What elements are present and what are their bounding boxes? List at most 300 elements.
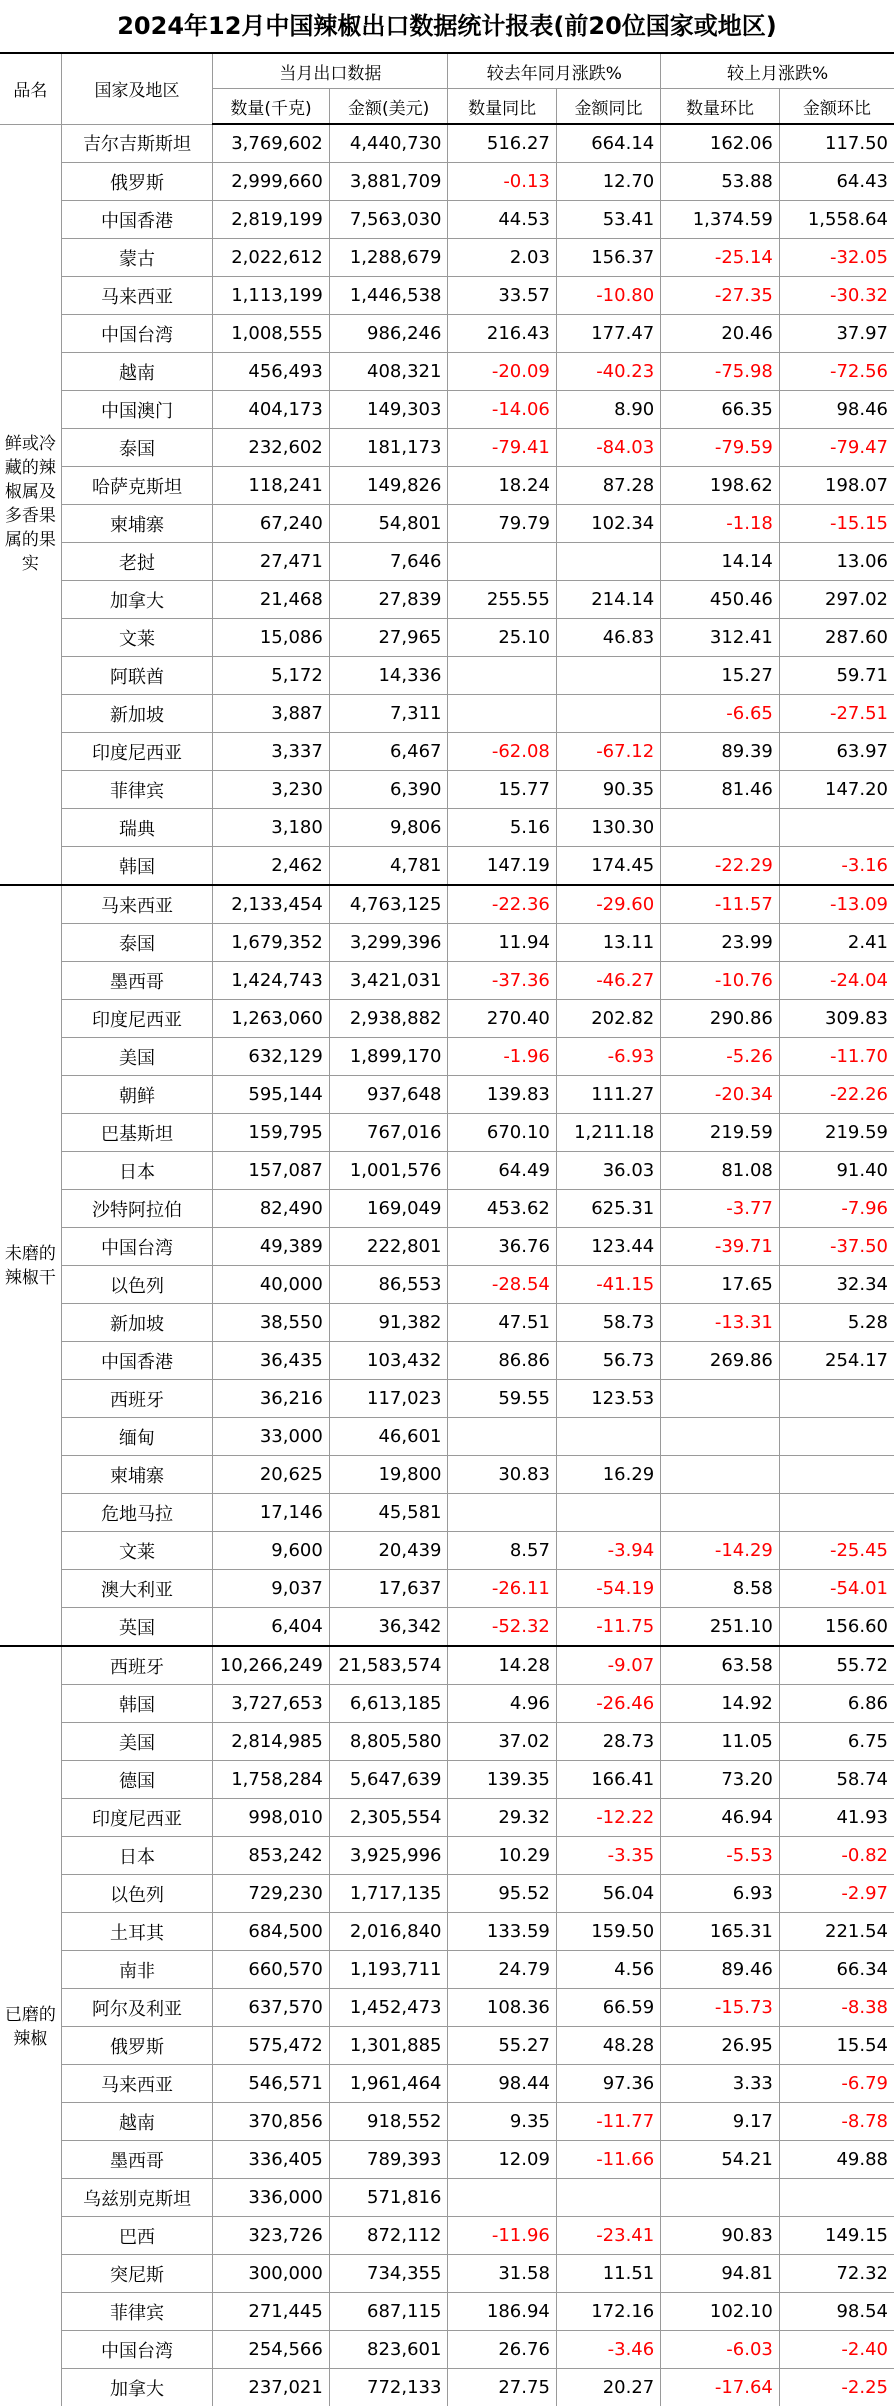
amount-cell: 169,049 [329,1190,448,1228]
quantity-cell: 27,471 [213,543,330,581]
table-row [0,2027,894,2065]
qty-yoy-cell [448,543,556,581]
country-cell: 阿联酋 [61,657,212,695]
qty-yoy-cell: -14.06 [448,391,556,429]
export-data-table [0,54,894,2406]
amount-cell: 986,246 [329,315,448,353]
amt-mom-cell: 66.34 [779,1951,894,1989]
qty-mom-cell: 219.59 [661,1114,780,1152]
table-row [0,201,894,239]
table-row [0,1152,894,1190]
table-row [0,1723,894,1761]
qty-mom-cell [661,809,780,847]
qty-yoy-cell: 108.36 [448,1989,556,2027]
quantity-cell: 2,814,985 [213,1723,330,1761]
amt-yoy-cell: -46.27 [556,962,660,1000]
amt-mom-cell: -2.40 [779,2331,894,2369]
amount-cell: 17,637 [329,1570,448,1608]
amt-mom-cell: 37.97 [779,315,894,353]
country-cell: 印度尼西亚 [61,1000,212,1038]
header-quantity: 数量(千克) [213,89,330,125]
table-row [0,1875,894,1913]
amount-cell: 3,925,996 [329,1837,448,1875]
table-row [0,2331,894,2369]
qty-yoy-cell: -79.41 [448,429,556,467]
amount-cell: 1,899,170 [329,1038,448,1076]
amt-yoy-cell: 20.27 [556,2369,660,2406]
quantity-cell: 1,113,199 [213,277,330,315]
country-cell: 巴西 [61,2217,212,2255]
amount-cell: 734,355 [329,2255,448,2293]
country-cell: 柬埔寨 [61,1456,212,1494]
qty-yoy-cell: 25.10 [448,619,556,657]
header-mom: 较上月涨跌% [661,54,894,89]
amount-cell: 7,311 [329,695,448,733]
amt-yoy-cell: 214.14 [556,581,660,619]
amount-cell: 222,801 [329,1228,448,1266]
amt-mom-cell: -30.32 [779,277,894,315]
qty-yoy-cell: 30.83 [448,1456,556,1494]
amt-yoy-cell: -41.15 [556,1266,660,1304]
quantity-cell: 1,424,743 [213,962,330,1000]
amt-yoy-cell: -10.80 [556,277,660,315]
table-row [0,771,894,809]
qty-mom-cell: -15.73 [661,1989,780,2027]
quantity-cell: 660,570 [213,1951,330,1989]
table-row [0,1761,894,1799]
amt-mom-cell: 59.71 [779,657,894,695]
amt-yoy-cell: 159.50 [556,1913,660,1951]
qty-mom-cell: 312.41 [661,619,780,657]
qty-yoy-cell: 37.02 [448,1723,556,1761]
amt-yoy-cell: -26.46 [556,1685,660,1723]
quantity-cell: 3,337 [213,733,330,771]
amt-mom-cell: 6.75 [779,1723,894,1761]
table-body [0,124,894,2406]
quantity-cell: 232,602 [213,429,330,467]
qty-yoy-cell: -37.36 [448,962,556,1000]
amt-yoy-cell: -3.94 [556,1532,660,1570]
report-title: 2024年12月中国辣椒出口数据统计报表(前20位国家或地区) [0,0,894,54]
amt-yoy-cell: 87.28 [556,467,660,505]
qty-mom-cell: 6.93 [661,1875,780,1913]
country-cell: 泰国 [61,924,212,962]
qty-mom-cell [661,1456,780,1494]
amt-yoy-cell: -11.77 [556,2103,660,2141]
amt-yoy-cell: -67.12 [556,733,660,771]
quantity-cell: 40,000 [213,1266,330,1304]
qty-mom-cell: 251.10 [661,1608,780,1647]
amount-cell: 91,382 [329,1304,448,1342]
amt-mom-cell: 147.20 [779,771,894,809]
amt-mom-cell: -15.15 [779,505,894,543]
product-category: 已磨的辣椒 [0,1646,61,2406]
qty-yoy-cell [448,1418,556,1456]
qty-mom-cell: -3.77 [661,1190,780,1228]
qty-yoy-cell: -26.11 [448,1570,556,1608]
qty-yoy-cell: -11.96 [448,2217,556,2255]
amount-cell: 937,648 [329,1076,448,1114]
amount-cell: 8,805,580 [329,1723,448,1761]
country-cell: 中国香港 [61,1342,212,1380]
amt-mom-cell: 55.72 [779,1646,894,1685]
amt-mom-cell: 72.32 [779,2255,894,2293]
qty-yoy-cell: 18.24 [448,467,556,505]
country-cell: 沙特阿拉伯 [61,1190,212,1228]
qty-mom-cell: -25.14 [661,239,780,277]
amt-yoy-cell: 97.36 [556,2065,660,2103]
qty-yoy-cell: 255.55 [448,581,556,619]
amt-mom-cell: 98.54 [779,2293,894,2331]
qty-mom-cell: 63.58 [661,1646,780,1685]
country-cell: 菲律宾 [61,2293,212,2331]
quantity-cell: 853,242 [213,1837,330,1875]
quantity-cell: 546,571 [213,2065,330,2103]
qty-mom-cell: 450.46 [661,581,780,619]
qty-yoy-cell: -22.36 [448,885,556,924]
quantity-cell: 271,445 [213,2293,330,2331]
table-row [0,429,894,467]
qty-mom-cell: -27.35 [661,277,780,315]
table-row [0,2103,894,2141]
quantity-cell: 15,086 [213,619,330,657]
amount-cell: 2,305,554 [329,1799,448,1837]
amt-mom-cell: -6.79 [779,2065,894,2103]
amount-cell: 3,881,709 [329,163,448,201]
country-cell: 马来西亚 [61,2065,212,2103]
quantity-cell: 575,472 [213,2027,330,2065]
amt-mom-cell: 58.74 [779,1761,894,1799]
quantity-cell: 370,856 [213,2103,330,2141]
amt-yoy-cell: 48.28 [556,2027,660,2065]
header-product: 品名 [0,54,61,124]
quantity-cell: 36,435 [213,1342,330,1380]
table-row [0,1304,894,1342]
amt-mom-cell: 49.88 [779,2141,894,2179]
qty-yoy-cell: 29.32 [448,1799,556,1837]
qty-yoy-cell: 11.94 [448,924,556,962]
country-cell: 菲律宾 [61,771,212,809]
amt-yoy-cell: -3.35 [556,1837,660,1875]
country-cell: 俄罗斯 [61,2027,212,2065]
amt-mom-cell: -22.26 [779,1076,894,1114]
qty-yoy-cell: -52.32 [448,1608,556,1647]
country-cell: 俄罗斯 [61,163,212,201]
amt-yoy-cell: 123.53 [556,1380,660,1418]
amt-mom-cell: 2.41 [779,924,894,962]
amount-cell: 571,816 [329,2179,448,2217]
table-row [0,543,894,581]
amount-cell: 9,806 [329,809,448,847]
amt-yoy-cell: 4.56 [556,1951,660,1989]
country-cell: 土耳其 [61,1913,212,1951]
qty-yoy-cell: 86.86 [448,1342,556,1380]
table-row [0,924,894,962]
quantity-cell: 3,769,602 [213,124,330,163]
qty-mom-cell: 90.83 [661,2217,780,2255]
qty-yoy-cell: 24.79 [448,1951,556,1989]
amt-mom-cell: -11.70 [779,1038,894,1076]
qty-mom-cell: 17.65 [661,1266,780,1304]
quantity-cell: 237,021 [213,2369,330,2406]
amt-yoy-cell: 166.41 [556,1761,660,1799]
country-cell: 吉尔吉斯斯坦 [61,124,212,163]
country-cell: 中国香港 [61,201,212,239]
amount-cell: 27,965 [329,619,448,657]
amt-mom-cell: -79.47 [779,429,894,467]
amt-mom-cell: -27.51 [779,695,894,733]
qty-mom-cell: 15.27 [661,657,780,695]
amt-yoy-cell: 36.03 [556,1152,660,1190]
qty-mom-cell: 20.46 [661,315,780,353]
qty-yoy-cell: 33.57 [448,277,556,315]
amount-cell: 3,421,031 [329,962,448,1000]
amt-mom-cell: 287.60 [779,619,894,657]
amt-yoy-cell: 56.73 [556,1342,660,1380]
quantity-cell: 3,180 [213,809,330,847]
amount-cell: 4,763,125 [329,885,448,924]
quantity-cell: 595,144 [213,1076,330,1114]
amount-cell: 2,938,882 [329,1000,448,1038]
amount-cell: 45,581 [329,1494,448,1532]
quantity-cell: 3,727,653 [213,1685,330,1723]
qty-mom-cell: 81.46 [661,771,780,809]
amount-cell: 4,440,730 [329,124,448,163]
quantity-cell: 67,240 [213,505,330,543]
amt-yoy-cell [556,1418,660,1456]
qty-mom-cell: -17.64 [661,2369,780,2406]
country-cell: 文莱 [61,1532,212,1570]
amt-yoy-cell: 664.14 [556,124,660,163]
amount-cell: 1,961,464 [329,2065,448,2103]
table-row [0,124,894,163]
amt-mom-cell: -3.16 [779,847,894,886]
table-row [0,277,894,315]
amt-yoy-cell: 66.59 [556,1989,660,2027]
amt-mom-cell: -13.09 [779,885,894,924]
country-cell: 印度尼西亚 [61,1799,212,1837]
qty-yoy-cell: 516.27 [448,124,556,163]
amt-mom-cell: -32.05 [779,239,894,277]
qty-yoy-cell: -28.54 [448,1266,556,1304]
qty-yoy-cell: 4.96 [448,1685,556,1723]
table-row [0,163,894,201]
amount-cell: 46,601 [329,1418,448,1456]
table-row [0,1913,894,1951]
quantity-cell: 21,468 [213,581,330,619]
amt-yoy-cell: 123.44 [556,1228,660,1266]
amt-mom-cell: -24.04 [779,962,894,1000]
quantity-cell: 1,263,060 [213,1000,330,1038]
header-qty-yoy: 数量同比 [448,89,556,125]
qty-mom-cell: 81.08 [661,1152,780,1190]
table-row [0,2293,894,2331]
table-row [0,1989,894,2027]
amt-mom-cell: -2.97 [779,1875,894,1913]
amt-yoy-cell: 53.41 [556,201,660,239]
table-row [0,2369,894,2406]
amount-cell: 2,016,840 [329,1913,448,1951]
quantity-cell: 3,230 [213,771,330,809]
amt-yoy-cell: 12.70 [556,163,660,201]
amt-yoy-cell: 625.31 [556,1190,660,1228]
table-row [0,1190,894,1228]
quantity-cell: 9,037 [213,1570,330,1608]
amt-yoy-cell: 111.27 [556,1076,660,1114]
amt-yoy-cell [556,657,660,695]
country-cell: 朝鲜 [61,1076,212,1114]
country-cell: 加拿大 [61,2369,212,2406]
table-row [0,1266,894,1304]
quantity-cell: 33,000 [213,1418,330,1456]
amt-yoy-cell: 13.11 [556,924,660,962]
amt-mom-cell: 254.17 [779,1342,894,1380]
amt-yoy-cell: 172.16 [556,2293,660,2331]
quantity-cell: 2,133,454 [213,885,330,924]
amt-yoy-cell: -11.66 [556,2141,660,2179]
amt-mom-cell: 221.54 [779,1913,894,1951]
quantity-cell: 729,230 [213,1875,330,1913]
country-cell: 中国台湾 [61,1228,212,1266]
qty-yoy-cell: 139.35 [448,1761,556,1799]
qty-yoy-cell: 12.09 [448,2141,556,2179]
table-row [0,239,894,277]
table-row [0,2217,894,2255]
amt-yoy-cell: 102.34 [556,505,660,543]
amount-cell: 408,321 [329,353,448,391]
country-cell: 危地马拉 [61,1494,212,1532]
amt-mom-cell [779,1418,894,1456]
country-cell: 加拿大 [61,581,212,619]
country-cell: 越南 [61,2103,212,2141]
table-row [0,1494,894,1532]
qty-mom-cell: -11.57 [661,885,780,924]
country-cell: 中国台湾 [61,2331,212,2369]
qty-yoy-cell: 15.77 [448,771,556,809]
table-row [0,809,894,847]
amount-cell: 6,613,185 [329,1685,448,1723]
qty-yoy-cell [448,695,556,733]
amt-yoy-cell: -40.23 [556,353,660,391]
table-row [0,1076,894,1114]
qty-mom-cell: -6.03 [661,2331,780,2369]
qty-yoy-cell: 31.58 [448,2255,556,2293]
amount-cell: 149,303 [329,391,448,429]
amt-yoy-cell: 177.47 [556,315,660,353]
country-cell: 美国 [61,1723,212,1761]
table-row [0,391,894,429]
qty-mom-cell: -20.34 [661,1076,780,1114]
header-amt-yoy: 金额同比 [556,89,660,125]
qty-mom-cell: 14.92 [661,1685,780,1723]
amount-cell: 1,301,885 [329,2027,448,2065]
amt-yoy-cell: 11.51 [556,2255,660,2293]
table-row [0,733,894,771]
amt-yoy-cell: 130.30 [556,809,660,847]
quantity-cell: 49,389 [213,1228,330,1266]
amt-mom-cell: -2.25 [779,2369,894,2406]
quantity-cell: 404,173 [213,391,330,429]
amount-cell: 7,563,030 [329,201,448,239]
country-cell: 以色列 [61,1875,212,1913]
amount-cell: 5,647,639 [329,1761,448,1799]
amount-cell: 86,553 [329,1266,448,1304]
qty-yoy-cell: 670.10 [448,1114,556,1152]
qty-mom-cell: -5.26 [661,1038,780,1076]
amt-mom-cell: 64.43 [779,163,894,201]
qty-mom-cell: 269.86 [661,1342,780,1380]
qty-mom-cell: 46.94 [661,1799,780,1837]
quantity-cell: 6,404 [213,1608,330,1647]
amt-mom-cell: 198.07 [779,467,894,505]
table-row [0,2141,894,2179]
amount-cell: 4,781 [329,847,448,886]
amount-cell: 149,826 [329,467,448,505]
qty-mom-cell: -1.18 [661,505,780,543]
quantity-cell: 637,570 [213,1989,330,2027]
qty-mom-cell: 198.62 [661,467,780,505]
quantity-cell: 300,000 [213,2255,330,2293]
qty-mom-cell: -13.31 [661,1304,780,1342]
qty-mom-cell: 14.14 [661,543,780,581]
qty-mom-cell: 94.81 [661,2255,780,2293]
qty-mom-cell: 102.10 [661,2293,780,2331]
quantity-cell: 336,000 [213,2179,330,2217]
table-row [0,962,894,1000]
amt-yoy-cell: 174.45 [556,847,660,886]
amount-cell: 1,193,711 [329,1951,448,1989]
table-row [0,1532,894,1570]
amount-cell: 1,446,538 [329,277,448,315]
amt-mom-cell: -8.78 [779,2103,894,2141]
amt-mom-cell: 5.28 [779,1304,894,1342]
header-yoy: 较去年同月涨跌% [448,54,661,89]
amt-mom-cell: -37.50 [779,1228,894,1266]
amount-cell: 36,342 [329,1608,448,1647]
qty-mom-cell: -14.29 [661,1532,780,1570]
amt-yoy-cell: 90.35 [556,771,660,809]
table-row [0,1608,894,1647]
country-cell: 新加坡 [61,1304,212,1342]
qty-yoy-cell [448,2179,556,2217]
country-cell: 阿尔及利亚 [61,1989,212,2027]
amount-cell: 14,336 [329,657,448,695]
amount-cell: 20,439 [329,1532,448,1570]
country-cell: 乌兹别克斯坦 [61,2179,212,2217]
amount-cell: 19,800 [329,1456,448,1494]
amount-cell: 918,552 [329,2103,448,2141]
qty-mom-cell: 53.88 [661,163,780,201]
header-qty-mom: 数量环比 [661,89,780,125]
table-row [0,2255,894,2293]
amt-mom-cell: 98.46 [779,391,894,429]
table-row [0,619,894,657]
table-row [0,1456,894,1494]
amount-cell: 54,801 [329,505,448,543]
country-cell: 韩国 [61,847,212,886]
qty-yoy-cell: 79.79 [448,505,556,543]
amt-yoy-cell [556,543,660,581]
quantity-cell: 3,887 [213,695,330,733]
table-row [0,1418,894,1456]
qty-yoy-cell: 216.43 [448,315,556,353]
country-cell: 墨西哥 [61,962,212,1000]
table-row [0,2179,894,2217]
qty-mom-cell: -79.59 [661,429,780,467]
country-cell: 澳大利亚 [61,1570,212,1608]
table-row [0,1799,894,1837]
amt-yoy-cell: 8.90 [556,391,660,429]
